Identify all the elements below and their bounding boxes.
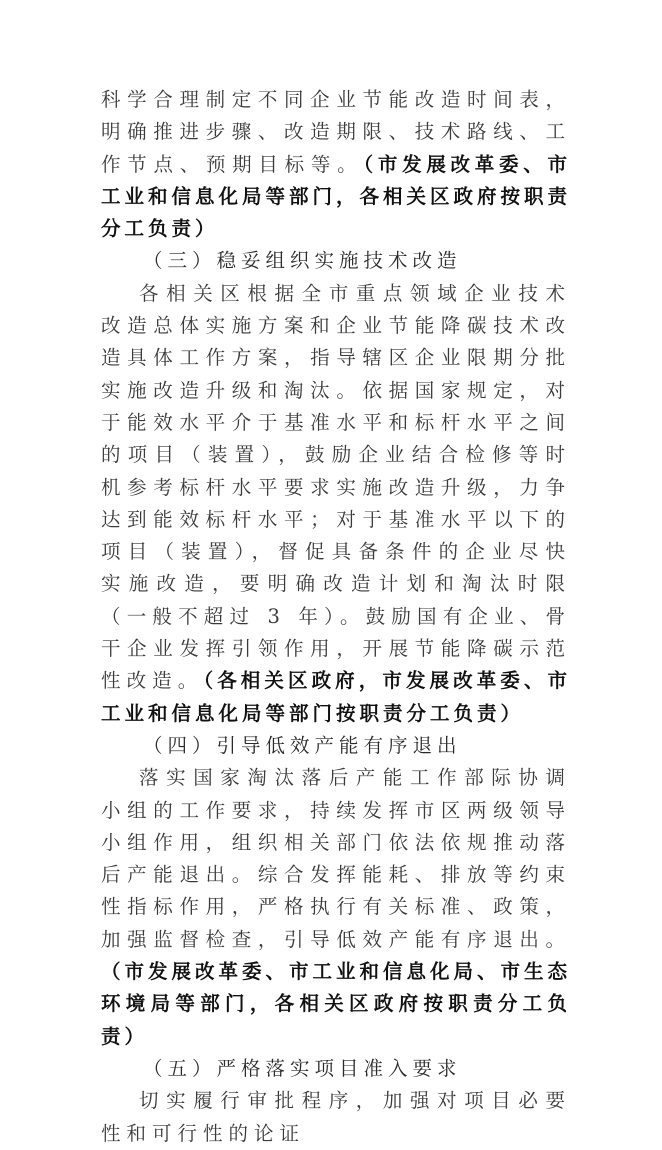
section-heading-3: （三）稳妥组织实施技术改造: [143, 249, 462, 273]
responsibility-note: （市发展改革委、市工业和信息化局、市生态环境局等部门，各相关区政府按职责分工负责）: [101, 960, 572, 1048]
paragraph-capacity-exit: [101, 762, 571, 1053]
paragraph-text: 切实履行审批程序，加强对项目必要性和可行性的论证: [101, 1089, 571, 1145]
responsibility-note: （市发展改革委、市工业和信息化局等部门，各相关区政府按职责分工负责）: [101, 152, 572, 241]
paragraph-schedule: [101, 84, 571, 245]
section-heading-4: （四）引导低效产能有序退出: [143, 733, 462, 757]
document-page: [101, 84, 571, 1150]
paragraph-project-access: [101, 1085, 571, 1150]
paragraph-text: 落实国家淘汰落后产能工作部际协调小组的工作要求，持续发挥市区两级领导小组作用，组织相关部门依法依规推动落后产能退出。综合发挥能耗、排放等约束性指标作用，严格执行有关标准、政策，加强监督检查，引导低效产能有序退出。: [101, 766, 571, 951]
section-heading-5: （五）严格落实项目准入要求: [143, 1056, 462, 1080]
paragraph-text: 各相关区根据全市重点领域企业技术改造总体实施方案和企业节能降碳技术改造具体工作方案，指导辖区企业限期分批实施改造升级和淘汰。依据国家规定，对于能效水平介于基准水平和标杆水平之间的项目（装置），鼓励企业结合检修等时机参考标杆水平要求实施改造升级，力争达到能效标杆水平；对于基准水平以下的项目（装置），督促具备条件的企业尽快实施改造，要明确改造计划和淘汰时限（一般不超过 3 年）。鼓励国有企业、骨干企业发挥引领作用，开展节能降碳示范性改造。: [101, 281, 571, 693]
paragraph-text: 科学合理制定不同企业节能改造时间表，明确推进步骤、改造期限、技术路线、工作节点、预期目标等。: [101, 88, 571, 176]
responsibility-note: （各相关区政府，市发展改革委、市工业和信息化局等部门按职责分工负责）: [101, 669, 571, 725]
paragraph-tech-upgrade: [101, 278, 571, 730]
